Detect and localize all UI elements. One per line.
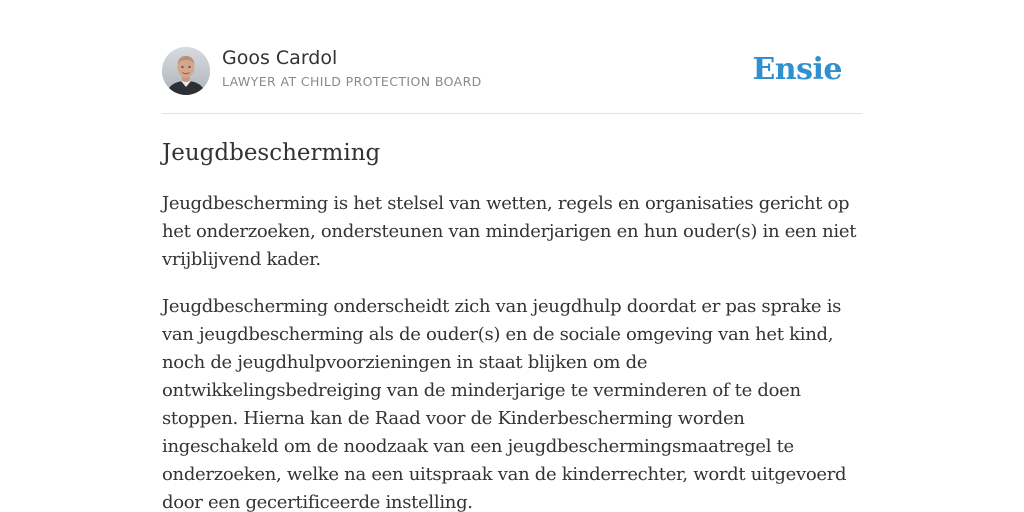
article-title: Jeugdbescherming [162, 140, 381, 166]
author-header [162, 46, 862, 96]
author-role: LAWYER AT CHILD PROTECTION BOARD [222, 74, 482, 89]
article [162, 138, 862, 512]
article-paragraph-2: Jeugdbescherming onderscheidt zich van jeugdhulp doordat er pas sprake is van jeugdbescherming als de ouder(s) en de sociale omgeving van het kind, noch de jeugdhulpvoorzieningen in staat blijken om de ontwikkelingsbedreiging van de minderjarige te verminderen of te doen stoppen. Hierna kan de Raad voor de Kinderbescherming worden ingeschakeld om de noodzaak van een jeugdbeschermingsmaatregel te onderzoeken, welke na een uitspraak van de kinderrechter, wordt uitgevoerd door een gecertificeerde instelling. [162, 296, 847, 512]
author-avatar [162, 47, 210, 95]
author-name[interactable]: Goos Cardol [222, 47, 338, 69]
article-paragraph-1: Jeugdbescherming is het stelsel van wetten, regels en organisaties gericht op het onderzoeken, ondersteunen van minderjarigen en hun ouder(s) in een niet vrijblijvend kader. [162, 193, 857, 270]
avatar-photo-icon [162, 47, 210, 95]
brand-logo[interactable]: Ensie [752, 52, 842, 87]
header-divider [162, 113, 862, 114]
